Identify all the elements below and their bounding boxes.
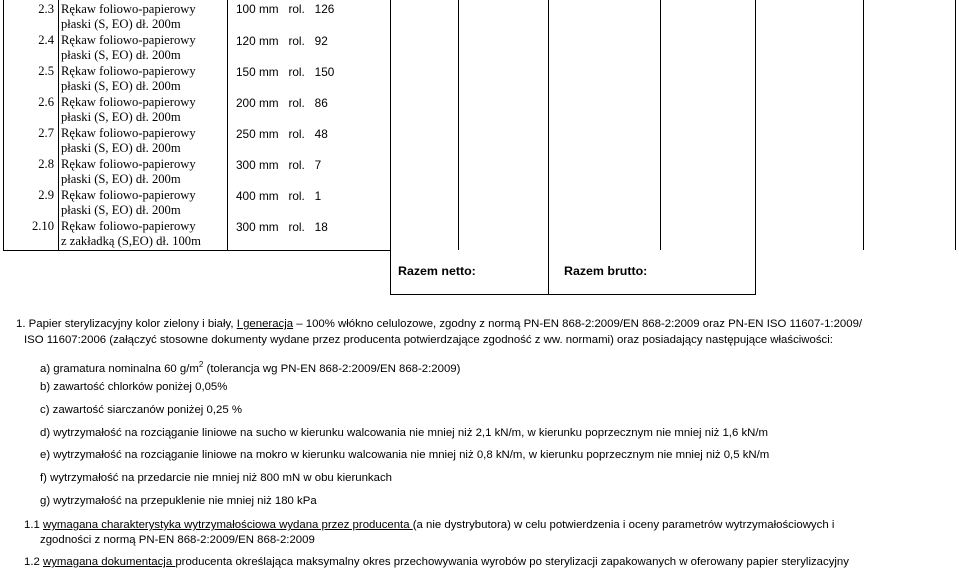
row-number: 2.10 xyxy=(31,219,54,233)
row-name-cont: płaski (S, EO) dł. 200m xyxy=(61,79,181,93)
spec-paragraph-1 xyxy=(16,317,862,332)
spec-text: – 100% włókno celulozowe, zgodny z normą PN-EN 868-2:2009/EN 868-2:2009 oraz PN-EN ISO 11607-1:2009/ xyxy=(293,318,863,330)
totals-border-left xyxy=(390,250,391,294)
row-number: 2.6 xyxy=(38,95,54,109)
row-number: 2.9 xyxy=(38,188,54,202)
spec-underlined-text: I generacja xyxy=(236,318,294,330)
spec-paragraph-1-1-cont: zgodności z normą PN-EN 868-2:2009/EN 868-2:2009 xyxy=(40,534,315,546)
row-name: Rękaw foliowo-papierowy xyxy=(61,95,196,109)
row-name-cont: płaski (S, EO) dł. 200m xyxy=(61,172,181,186)
table-border-qty xyxy=(390,0,391,250)
spec-item-a xyxy=(40,357,460,377)
row-qty: 300 mm rol. 7 xyxy=(236,158,322,172)
table-border-c4 xyxy=(755,0,756,250)
row-name: Rękaw foliowo-papierowy xyxy=(61,188,196,202)
row-qty: 400 mm rol. 1 xyxy=(236,189,322,203)
row-qty: 250 mm rol. 48 xyxy=(236,127,328,141)
spec-item-g: g) wytrzymałość na przepuklenie nie mniej niż 180 kPa xyxy=(40,495,317,507)
row-name: Rękaw foliowo-papierowy xyxy=(61,2,196,16)
row-number: 2.8 xyxy=(38,157,54,171)
row-name-cont: płaski (S, EO) dł. 200m xyxy=(61,203,181,217)
table-border-c5 xyxy=(863,0,864,250)
spec-text: 1.1 xyxy=(24,519,43,531)
row-name: Rękaw foliowo-papierowy xyxy=(61,126,196,140)
row-number: 2.5 xyxy=(38,64,54,78)
row-name-cont: z zakładką (S,EO) dł. 100m xyxy=(61,234,201,248)
row-name-cont: płaski (S, EO) dł. 200m xyxy=(61,141,181,155)
row-name: Rękaw foliowo-papierowy xyxy=(61,33,196,47)
spec-text: (tolerancja wg PN-EN 868-2:2009/EN 868-2:2009) xyxy=(203,362,461,375)
row-qty: 200 mm rol. 86 xyxy=(236,96,328,110)
row-name: Rękaw foliowo-papierowy xyxy=(61,219,196,233)
spec-text: 1.2 xyxy=(24,556,43,568)
table-border-c2 xyxy=(548,0,549,250)
totals-border-right xyxy=(755,250,756,294)
spec-paragraph-1-cont: ISO 11607:2006 (załączyć stosowne dokumenty wydane przez producenta potwierdzające zgodność z ww. normami) oraz posiadający następujące właściwości: xyxy=(24,334,833,346)
table-border-right xyxy=(955,0,956,250)
table-border-left xyxy=(3,0,4,250)
row-qty: 150 mm rol. 150 xyxy=(236,65,335,79)
spec-item-c: c) zawartość siarczanów poniżej 0,25 % xyxy=(40,404,242,416)
row-number: 2.4 xyxy=(38,33,54,47)
spec-underlined-text: wymagana dokumentacja xyxy=(43,556,176,568)
spec-text: producenta określająca maksymalny okres przechowywania wyrobów po sterylizacji zapakowanych w oferowany papier sterylizacyjny xyxy=(175,556,849,568)
row-qty: 300 mm rol. 18 xyxy=(236,220,328,234)
totals-border-mid xyxy=(548,250,549,294)
row-qty: 120 mm rol. 92 xyxy=(236,34,328,48)
total-gross-label: Razem brutto: xyxy=(564,264,648,278)
spec-item-f: f) wytrzymałość na przedarcie nie mniej niż 800 mN w obu kierunkach xyxy=(40,472,392,484)
row-qty: 100 mm rol. 126 xyxy=(236,2,335,16)
spec-text: (a nie dystrybutora) w celu potwierdzenia i oceny parametrów wytrzymałościowych i xyxy=(412,519,835,531)
spec-paragraph-1-1 xyxy=(24,518,834,533)
row-name-cont: płaski (S, EO) dł. 200m xyxy=(61,110,181,124)
spec-item-d: d) wytrzymałość na rozciąganie liniowe na sucho w kierunku walcowania nie mniej niż 2,1 kN/m, w kierunku poprzecznym nie mniej niż 1,6 kN/m xyxy=(40,427,769,439)
table-border-num xyxy=(58,0,59,250)
totals-bottom-border xyxy=(390,294,756,295)
spec-superscript: 2 xyxy=(198,360,204,369)
table-border-c3 xyxy=(660,0,661,250)
spec-paragraph-1-2 xyxy=(24,555,849,570)
row-name-cont: płaski (S, EO) dł. 200m xyxy=(61,17,181,31)
table-bottom-border xyxy=(3,250,390,251)
row-name-cont: płaski (S, EO) dł. 200m xyxy=(61,48,181,62)
row-number: 2.3 xyxy=(38,2,54,16)
table-border-name xyxy=(227,0,228,250)
spec-text: 1. Papier sterylizacyjny kolor zielony i biały, xyxy=(16,318,237,330)
spec-item-b: b) zawartość chlorków poniżej 0,05% xyxy=(40,381,228,393)
spec-underlined-text: wymagana charakterystyka wytrzymałościowa wydana przez producenta xyxy=(43,519,413,531)
table-border-c1 xyxy=(458,0,459,250)
row-number: 2.7 xyxy=(38,126,54,140)
row-name: Rękaw foliowo-papierowy xyxy=(61,157,196,171)
spec-item-e: e) wytrzymałość na rozciąganie liniowe na mokro w kierunku walcowania nie mniej niż 0,8 kN/m, w kierunku poprzecznym nie mniej niż 0,5 kN/m xyxy=(40,449,770,461)
spec-text: a) gramatura nominalna 60 g/m xyxy=(40,362,199,375)
row-name: Rękaw foliowo-papierowy xyxy=(61,64,196,78)
total-net-label: Razem netto: xyxy=(398,264,476,278)
